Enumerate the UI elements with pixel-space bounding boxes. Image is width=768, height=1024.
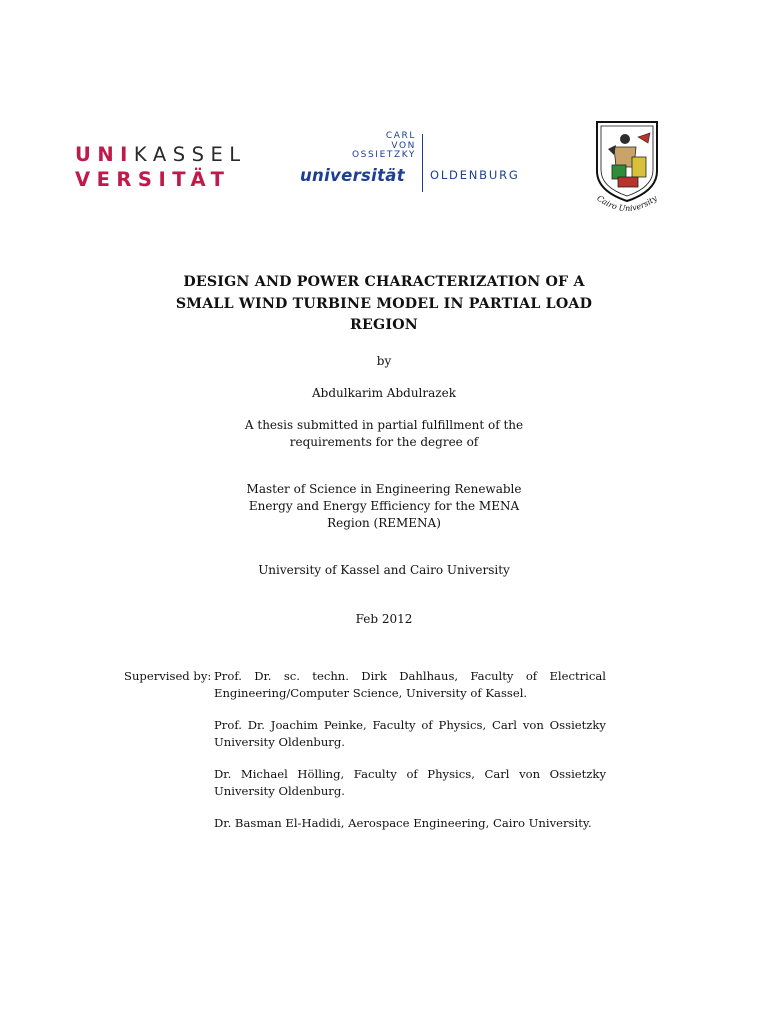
supervisor-text: Dr. Michael Hölling, Faculty of Physics, Carl von Ossietzky University Oldenburg.	[214, 767, 606, 798]
supervisor-entry	[124, 668, 606, 702]
author-name: Abdulkarim Abdulrazek	[312, 386, 456, 400]
supervised-by-label: Supervised by:	[124, 669, 212, 683]
cairo-seal-caption: Cairo University	[595, 193, 659, 214]
supervisor-entry	[124, 766, 606, 800]
thesis-title-line-2: SMALL WIND TURBINE MODEL IN PARTIAL LOAD	[175, 295, 593, 312]
oldenburg-logo-city: OLDENBURG	[430, 168, 520, 182]
thesis-title-line-1: DESIGN AND POWER CHARACTERIZATION OF A	[183, 274, 585, 290]
cairo-university-seal	[592, 119, 662, 219]
supervisor-entry	[124, 717, 606, 751]
kassel-logo-versitaet: VERSITÄT	[75, 168, 231, 191]
supervisor-text: Dr. Basman El-Hadidi, Aerospace Engineering, Cairo University.	[214, 816, 592, 830]
submission-statement-line-2: requirements for the degree of	[289, 435, 479, 449]
submission-date: Feb 2012	[355, 612, 413, 626]
degree-name-line-3: Region (REMENA)	[327, 516, 441, 530]
supervisor-text: Prof. Dr. sc. techn. Dirk Dahlhaus, Faculty of Electrical Engineering/Computer Science, University of Kassel.	[214, 669, 606, 700]
cairo-seal-icon	[592, 119, 662, 219]
degree-name-line-1: Master of Science in Engineering Renewable	[246, 482, 522, 496]
by-label: by	[376, 354, 392, 368]
oldenburg-logo-universitaet: universität	[300, 166, 405, 185]
submission-statement	[0, 417, 768, 451]
thesis-title	[0, 272, 768, 337]
oldenburg-logo-von: VON	[391, 140, 416, 151]
supervisors-section	[124, 668, 606, 847]
submission-statement-line-1: A thesis submitted in partial fulfillment of the	[244, 418, 524, 432]
supervisor-entry	[124, 815, 606, 832]
kassel-logo-uni: UNI	[75, 143, 134, 166]
universities: University of Kassel and Cairo University	[258, 563, 510, 577]
degree-name	[0, 481, 768, 532]
thesis-title-line-3: REGION	[350, 317, 418, 333]
kassel-logo-kassel: KASSEL	[133, 143, 247, 166]
university-of-oldenburg-logo	[298, 132, 548, 197]
university-of-kassel-logo	[75, 142, 280, 192]
oldenburg-logo-divider	[422, 134, 423, 192]
oldenburg-logo-carl: CARL	[385, 131, 416, 141]
oldenburg-logo-ossietzky: OSSIETZKY	[352, 150, 416, 160]
supervisor-text: Prof. Dr. Joachim Peinke, Faculty of Physics, Carl von Ossietzky University Oldenburg.	[214, 718, 606, 749]
degree-name-line-2: Energy and Energy Efficiency for the MENA	[248, 499, 520, 513]
oldenburg-logo-carl-von-ossietzky	[298, 132, 416, 161]
